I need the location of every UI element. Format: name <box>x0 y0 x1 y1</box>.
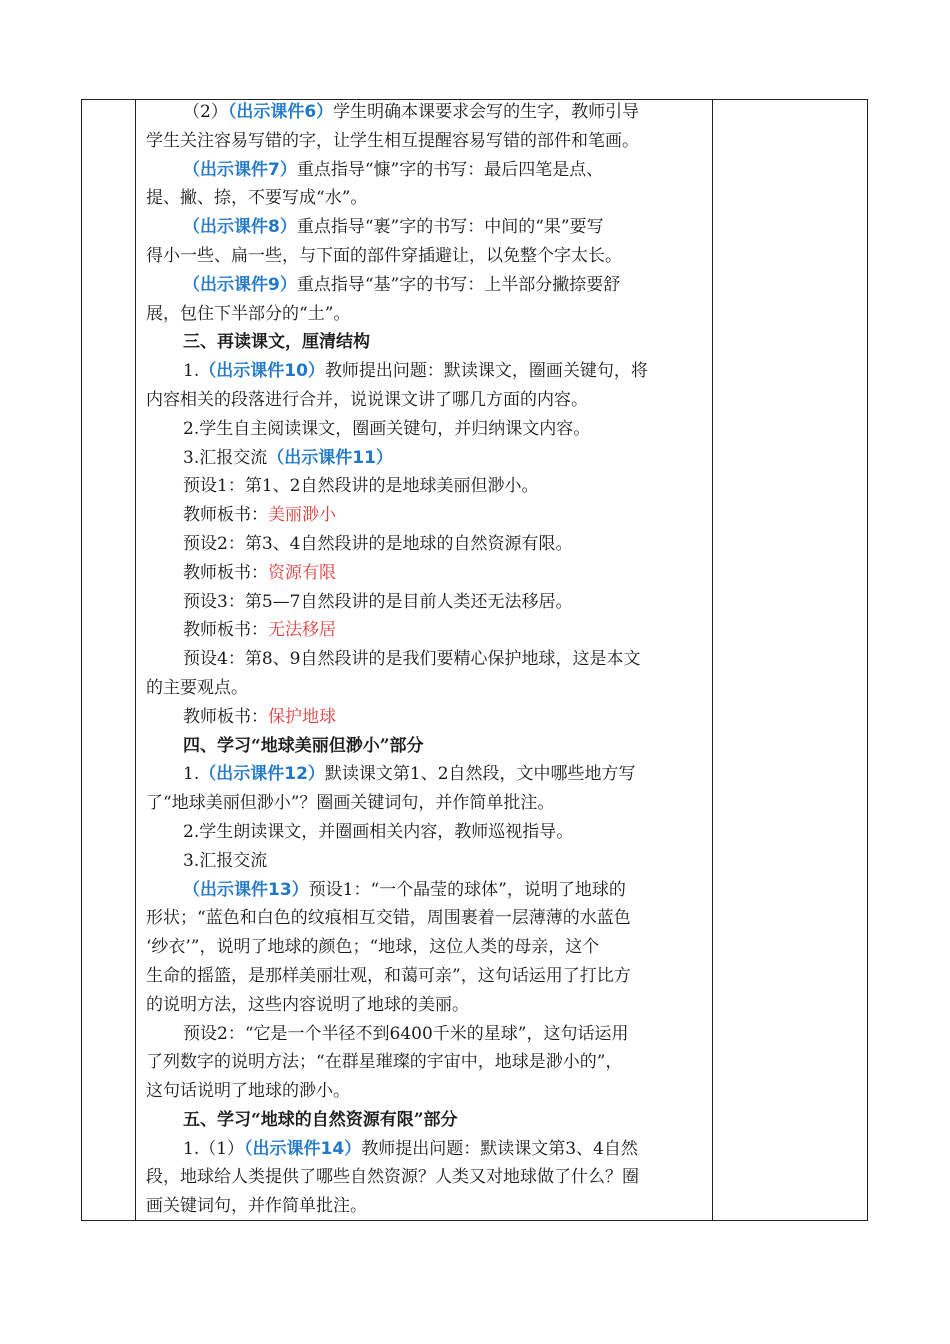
text-line <box>146 559 702 588</box>
text-line <box>146 760 702 789</box>
text-run: （2） <box>183 102 228 122</box>
text-run: 3.汇报交流 <box>183 447 268 468</box>
text-run: 教师提出问题：默读课文，圈画关键句，将 <box>324 361 648 382</box>
text-run: 2.学生自主阅读课文，圈画关键句，并归纳课文内容。 <box>183 418 591 439</box>
text-run: 1.（1） <box>183 1138 245 1159</box>
text-line <box>146 1020 702 1049</box>
text-line <box>146 616 702 645</box>
text-line <box>146 789 702 818</box>
text-run: 默读课文第1、2自然段，文中哪些地方写 <box>324 764 636 785</box>
text-run: 1. <box>183 764 200 785</box>
text-run: 学生明确本课要求会写的生字，教师引导 <box>333 102 640 122</box>
board-writing: 美丽渺小 <box>268 505 336 526</box>
text-run: 展，包住下半部分的“土”。 <box>146 303 351 324</box>
text-run: 内容相关的段落进行合并，说说课文讲了哪几方面的内容。 <box>146 389 588 410</box>
text-line <box>146 962 702 991</box>
courseware-reference: （出示课件13） <box>183 879 309 900</box>
text-line <box>146 991 702 1020</box>
text-run: 学生关注容易写错的字，让学生相互提醒容易写错的部件和笔画。 <box>146 130 639 151</box>
text-run: 预设1：第1、2自然段讲的是地球美丽但渺小。 <box>183 476 539 497</box>
text-line <box>146 328 702 357</box>
text-run: 预设4：第8、9自然段讲的是我们要精心保护地球，这是本文 <box>183 649 641 670</box>
section-heading: 四、学习“地球美丽但渺小”部分 <box>183 735 424 756</box>
text-run: 预设3：第5—7自然段讲的是目前人类还无法移居。 <box>183 591 573 612</box>
text-line <box>146 184 702 213</box>
text-run: 这句话说明了地球的渺小。 <box>146 1081 350 1102</box>
text-run: 1. <box>183 361 200 382</box>
text-run: 3.汇报交流 <box>183 850 268 871</box>
text-line <box>146 386 702 415</box>
text-line <box>146 213 702 242</box>
text-line <box>146 300 702 329</box>
text-line <box>146 1192 702 1221</box>
text-run: 提、撇、捺，不要写成“水”。 <box>146 188 368 209</box>
courseware-reference: （出示课件7） <box>183 159 297 180</box>
column-divider-left <box>135 99 136 1221</box>
board-writing: 保护地球 <box>268 706 336 727</box>
text-run: 教师板书： <box>183 562 268 583</box>
text-line <box>146 1048 702 1077</box>
text-line <box>146 127 702 156</box>
text-run: 得小一些、扁一些，与下面的部件穿插避让，以免整个字太长。 <box>146 245 622 266</box>
text-line <box>146 1077 702 1106</box>
text-run: 教师提出问题：默读课文第3、4自然 <box>361 1138 638 1159</box>
text-line <box>146 876 702 905</box>
text-run: 了“地球美丽但渺小”？圈画关键词句，并作简单批注。 <box>146 793 555 814</box>
text-run: 预设1：“一个晶莹的球体”，说明了地球的 <box>308 879 626 900</box>
board-writing: 资源有限 <box>268 562 336 583</box>
column-divider-right <box>712 99 713 1221</box>
text-line <box>146 933 702 962</box>
section-heading: 五、学习“地球的自然资源有限”部分 <box>183 1109 458 1130</box>
text-line <box>146 357 702 386</box>
text-line <box>146 242 702 271</box>
text-line <box>146 645 702 674</box>
text-line <box>146 530 702 559</box>
lesson-content-cell <box>146 98 702 1221</box>
text-run: ‘纱衣’”，说明了地球的颜色；“地球，这位人类的母亲，这个 <box>146 937 600 958</box>
text-run: 教师板书： <box>183 505 268 526</box>
text-line <box>146 674 702 703</box>
text-line <box>146 271 702 300</box>
courseware-reference: （出示课件8） <box>183 217 297 238</box>
text-run: 预设2：“它是一个半径不到6400千米的星球”，这句话运用 <box>183 1023 629 1044</box>
text-line <box>146 415 702 444</box>
text-run: 重点指导“慷”字的书写：最后四笔是点、 <box>296 159 604 180</box>
text-run: 教师板书： <box>183 706 268 727</box>
text-line <box>146 818 702 847</box>
text-run: 了列数字的说明方法；“在群星璀璨的宇宙中，地球是渺小的”， <box>146 1052 623 1073</box>
text-line <box>146 444 702 473</box>
section-heading: 三、再读课文，厘清结构 <box>183 332 370 353</box>
text-run: 形状；“蓝色和白色的纹痕相互交错，周围裹着一层薄薄的水蓝色 <box>146 908 631 929</box>
courseware-reference: （出示课件6） <box>227 102 334 122</box>
text-run: 的主要观点。 <box>146 677 248 698</box>
text-run: 画关键词句，并作简单批注。 <box>146 1196 367 1217</box>
courseware-reference: （出示课件14） <box>244 1138 362 1159</box>
courseware-reference: （出示课件10） <box>199 361 325 382</box>
text-run: 段，地球给人类提供了哪些自然资源？人类又对地球做了什么？圈 <box>146 1167 639 1188</box>
text-line <box>146 501 702 530</box>
text-line <box>146 847 702 876</box>
courseware-reference: （出示课件9） <box>183 274 297 295</box>
text-run: 重点指导“裹”字的书写：中间的“果”要写 <box>296 217 604 238</box>
text-run: 的说明方法，这些内容说明了地球的美丽。 <box>146 994 469 1015</box>
text-line <box>146 732 702 761</box>
text-line <box>146 588 702 617</box>
text-run: 预设2：第3、4自然段讲的是地球的自然资源有限。 <box>183 533 573 554</box>
text-line <box>146 472 702 501</box>
text-line <box>146 703 702 732</box>
text-run: 重点指导“基”字的书写：上半部分撇捺要舒 <box>296 274 621 295</box>
text-line <box>146 156 702 185</box>
board-writing: 无法移居 <box>268 620 336 641</box>
text-run: 教师板书： <box>183 620 268 641</box>
text-line <box>146 1106 702 1135</box>
text-run: 2.学生朗读课文，并圈画相关内容，教师巡视指导。 <box>183 821 574 842</box>
text-line <box>146 1163 702 1192</box>
text-line <box>146 98 702 127</box>
courseware-reference: （出示课件11） <box>267 447 393 468</box>
text-line <box>146 904 702 933</box>
text-run: 生命的摇篮，是那样美丽壮观，和蔼可亲”，这句话运用了打比方 <box>146 965 631 986</box>
text-line <box>146 1135 702 1164</box>
courseware-reference: （出示课件12） <box>199 764 325 785</box>
